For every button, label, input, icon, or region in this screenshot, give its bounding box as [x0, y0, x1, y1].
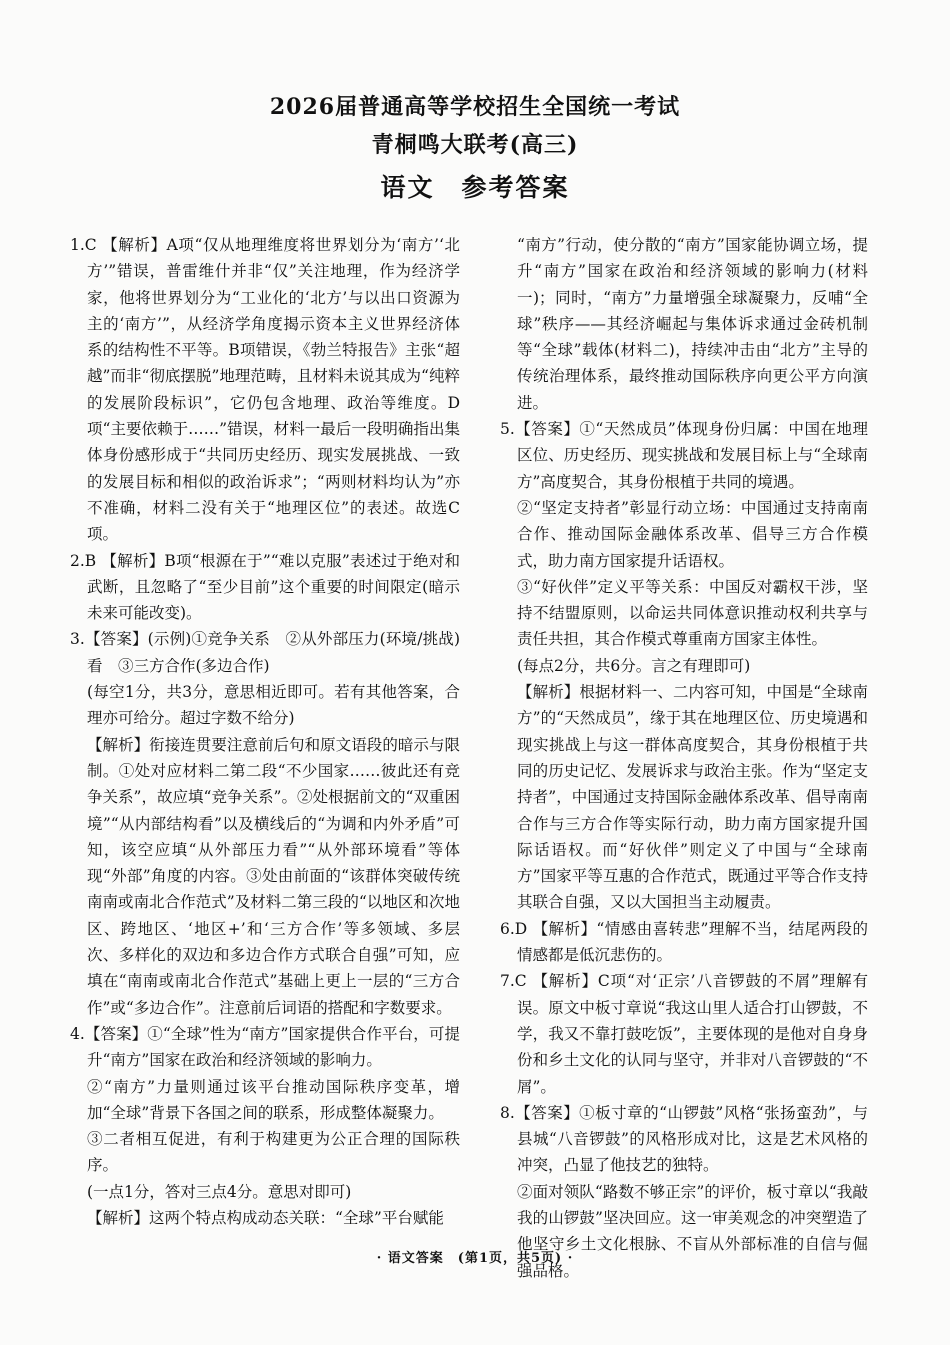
answer-item-1: 1.C 【解析】A项“仅从地理维度将世界划分为‘南方’‘北方’”错误，普雷维什并非“仅”关注地理，作为经济学家，他将世界划分为“工业化的‘北方’与以出口资源为主的‘南方’”，从经济学角度揭示资本主义世界经济体系的结构性不平等。B项错误，《勃兰特报告》主张“超越”而非“彻底摆脱”地理范畴，且材料未说其成为“纯粹的发展阶段标识”，它仍包含地理、政治等维度。D项“主要依赖于……”错误，材料一最后一段明确指出集体身份感形成于“共同历史经历、现实发展挑战、一致的发展目标和相似的政治诉求”；“两则材料均认为”亦不准确，材料二没有关于“地理区位”的表述。故选C项。	[70, 236, 460, 544]
answer-item-5-analysis: 【解析】根据材料一、二内容可知，中国是“全球南方”的“天然成员”，缘于其在地理区位、历史境遇和现实挑战上与这一群体高度契合，其身份根植于共同的历史记忆、发展诉求与政治主张。作为“坚定支持者”，中国通过支持国际金融体系改革、倡导南南合作与三方合作等实际行动，助力南方国家提升国际话语权。而“好伙伴”则定义了中国与“全球南方”国家平等互惠的合作范式，既通过平等合作支持其联合自强，又以大国担当主动履责。	[517, 683, 868, 912]
answer-item-3: 3.【答案】(示例)①竞争关系 ②从外部压力(环境/挑战)看 ③三方合作(多边合作)	[70, 630, 460, 675]
page-title: 语文 参考答案	[380, 173, 570, 202]
answer-item-8: 8.【答案】①板寸章的“山锣鼓”风格“张扬蛮劲”，与县城“八音锣鼓”的风格形成对比，这是艺术风格的冲突，凸显了他技艺的独特。	[500, 1103, 868, 1175]
answer-item-5: 5.【答案】①“天然成员”体现身份归属：中国在地理区位、历史经历、现实挑战和发展目标上与“全球南方”高度契合，其身份根植于共同的境遇。	[500, 420, 868, 491]
answer-item-2: 2.B 【解析】B项“根源在于”“难以克服”表述过于绝对和武断，且忽略了“至少目前”这个重要的时间限定(暗示未来可能改变)。	[70, 551, 460, 623]
answer-item-4-point-2: ②“南方”力量则通过该平台推动国际秩序变革，增加“全球”背景下各国之间的联系，形成整体凝聚力。	[87, 1077, 460, 1122]
answer-item-4: 4.【答案】①“全球”性为“南方”国家提供合作平台，可提升“南方”国家在政治和经济领域的影响力。	[70, 1024, 460, 1070]
answer-item-7: 7.C 【解析】C项“对‘正宗’八音锣鼓的不屑”理解有误。原文中板寸章说“我这山里人适合打山锣鼓，不学，我又不靠打鼓吃饭”，主要体现的是他对自身身份和乡土文化的认同与坚守，并非对八音锣鼓的“不屑”。	[500, 972, 868, 1096]
exam-title: 2026届普通高等学校招生全国统一考试	[269, 94, 681, 120]
answer-item-8-point-2: ②面对领队“路数不够正宗”的评价，板寸章以“我敲我的山锣鼓”坚决回应。这一审美观念的冲突塑造了他坚守乡土文化根脉、不盲从外部标准的自信与倔强品格。	[517, 1182, 868, 1280]
page-footer: · 语文答案 (第1页，共5页) ·	[376, 1251, 574, 1266]
left-column	[70, 232, 460, 1231]
exam-subtitle: 青桐鸣大联考(高三)	[371, 132, 579, 158]
answer-item-5-point-3: ③“好伙伴”定义平等关系：中国反对霸权干涉，坚持不结盟原则，以命运共同体意识推动权利共享与责任共担，其合作模式尊重南方国家主体性。	[517, 577, 868, 649]
right-column	[500, 232, 868, 1284]
answer-item-5-scoring: (每点2分，共6分。言之有理即可)	[517, 656, 751, 675]
answer-item-3-analysis: 【解析】衔接连贯要注意前后句和原文语段的暗示与限制。①处对应材料二第二段“不少国家……彼此还有竞争关系”，故应填“竞争关系”。②处根据前文的“双重困境”“从内部结构看”以及横线后的“为调和内外矛盾”可知，该空应填“从外部压力看”“从外部环境看”等体现“外部”角度的内容。③处由前面的“该群体突破传统南南或南北合作范式”及材料二第三段的“以地区和次地区、跨地区、‘地区+’和‘三方合作’等多领域、多层次、多样化的双边和多边合作方式联合自强”可知，应填在“南南或南北合作范式”基础上更上一层的“三方合作”或“多边合作”。注意前后词语的搭配和字数要求。	[87, 735, 460, 1017]
answer-item-4-point-3: ③二者相互促进，有利于构建更为公正合理的国际秩序。	[87, 1130, 460, 1175]
answer-item-5-point-2: ②“坚定支持者”彰显行动立场：中国通过支持南南合作、推动国际金融体系改革、倡导三方合作模式，助力南方国家提升话语权。	[517, 498, 868, 570]
answer-item-4-scoring: (一点1分，答对三点4分。意思对即可)	[87, 1182, 352, 1201]
answer-item-4-analysis: 【解析】这两个特点构成动态关联：“全球”平台赋能	[87, 1208, 444, 1227]
answer-item-6: 6.D 【解析】“情感由喜转悲”理解不当，结尾两段的情感都是低沉悲伤的。	[500, 919, 868, 965]
answer-item-3-scoring: (每空1分，共3分，意思相近即可。若有其他答案，合理亦可给分。超过字数不给分)	[87, 683, 460, 728]
answer-item-4-analysis-cont: “南方”行动，使分散的“南方”国家能协调立场，提升“南方”国家在政治和经济领域的影响力(材料一)；同时，“南方”力量增强全球凝聚力，反哺“全球”秩序——其经济崛起与集体诉求通过金砖机制等“全球”载体(材料二)，持续冲击由“北方”主导的传统治理体系，最终推动国际秩序向更公平方向演进。	[517, 236, 868, 412]
